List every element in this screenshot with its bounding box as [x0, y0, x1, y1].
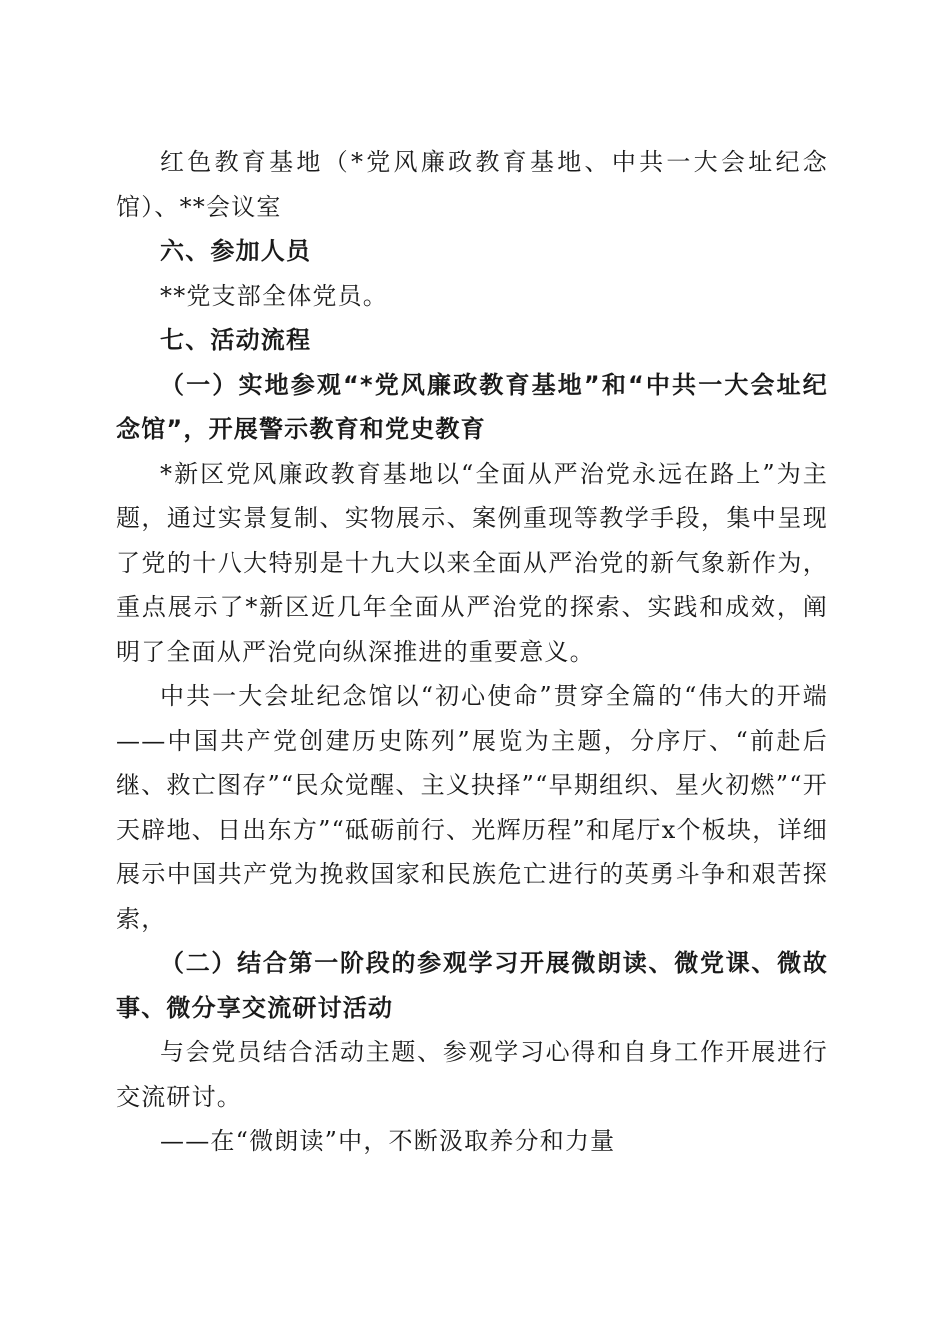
micro-reading-paragraph: ——在“微朗读”中，不断汲取养分和力量 — [160, 1127, 616, 1155]
document-body — [116, 140, 828, 1164]
section-heading-participants: 六、参加人员 — [160, 237, 312, 265]
participants-paragraph: **党支部全体党员。 — [160, 281, 388, 310]
memorial-hall-paragraph: 中共一大会址纪念馆以“初心使命”贯穿全篇的“伟大的开端——中国共产党创建历史陈列”展览为主题，分序厅、“前赴后继、救亡图存”“民众觉醒、主义抉择”“早期组织、星火初燃”“开天辟地、日出东方”“砥砺前行、光辉历程”和尾厅x个板块，详细展示中国共产党为挽救国家和民族危亡进行的英勇斗争和艰苦探索， — [116, 682, 828, 933]
discussion-paragraph: 与会党员结合活动主题、参观学习心得和自身工作开展进行交流研讨。 — [116, 1038, 828, 1111]
subheading-site-visit: （一）实地参观“*党风廉政教育基地”和“中共一大会址纪念馆”，开展警示教育和党史教育 — [116, 370, 828, 443]
education-base-paragraph: *新区党风廉政教育基地以“全面从严治党永远在路上”为主题，通过实景复制、实物展示、案例重现等教学手段，集中呈现了党的十八大特别是十九大以来全面从严治党的新气象新作为，重点展示了*新区近几年全面从严治党的探索、实践和成效，阐明了全面从严治党向纵深推进的重要意义。 — [116, 459, 828, 666]
section-heading-activity-flow: 七、活动流程 — [160, 326, 312, 354]
venue-paragraph: 红色教育基地（*党风廉政教育基地、中共一大会址纪念馆）、**会议室 — [116, 148, 828, 221]
subheading-discussion: （二）结合第一阶段的参观学习开展微朗读、微党课、微故事、微分享交流研讨活动 — [116, 949, 828, 1022]
